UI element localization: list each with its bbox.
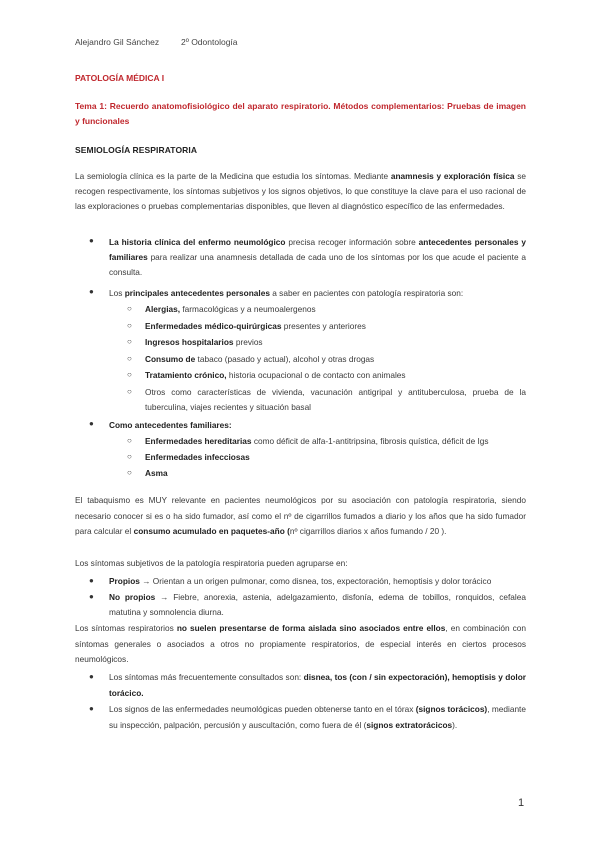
section-heading: SEMIOLOGÍA RESPIRATORIA <box>75 145 198 155</box>
list-item-historia: La historia clínica del enfermo neumológico precisa recoger información sobre antecedentes personales y familiares para realizar una anamnesis detallada de cada uno de los síntomas por los que acude el paciente a consulta. <box>109 237 526 277</box>
header-course: 2º Odontología <box>181 37 238 47</box>
sub-bullet-icon: ○ <box>127 468 132 477</box>
sub-bullet-icon: ○ <box>127 337 132 346</box>
sub-bullet-icon: ○ <box>127 387 132 396</box>
list-item-no-propios: No propios → Fiebre, anorexia, astenia, adelgazamiento, disfonía, edema de tobillos, ronquidos, cefalea matutina y somnolencia diurna. <box>109 592 526 617</box>
sub-item: Enfermedades hereditarias como déficit de alfa-1-antitripsina, fibrosis quística, déficit de Igs <box>145 436 489 446</box>
intro-paragraph: La semiología clínica es la parte de la Medicina que estudia los síntomas. Mediante anamnesis y exploración física se recogen respectivamente, los síntomas subjetivos y los signos objetivos, lo que constituye la clave para el uso racional de las exploraciones o pruebas complementarias disponibles, que lleven al diagnóstico específico de las enfermedades. <box>75 171 526 211</box>
sub-item: Tratamiento crónico, historia ocupacional o de contacto con animales <box>145 370 406 380</box>
sub-bullet-icon: ○ <box>127 321 132 330</box>
bullet-icon: ● <box>89 287 94 296</box>
document-title: PATOLOGÍA MÉDICA I <box>75 73 165 83</box>
sub-bullet-icon: ○ <box>127 436 132 445</box>
tabaco-paragraph: El tabaquismo es MUY relevante en pacientes neumológicos por su asociación con patología respiratoria, siendo necesario conocer si es o ha sido fumador, así como el nº de cigarrillos fumados a diario y los años que ha sido fumador para calcular el consumo acumulado en paquetes-año (nº cigarrillos diarios x años fumando / 20 ). <box>75 495 526 536</box>
bullet-icon: ● <box>89 704 94 713</box>
list-item-antecedentes-personales: Los principales antecedentes personales a saber en pacientes con patología respiratoria son: <box>109 288 464 298</box>
list-item-propios: Propios → Orientan a un origen pulmonar, como disnea, tos, expectoración, hemoptisis y dolor torácico <box>109 576 492 586</box>
bullet-icon: ● <box>89 592 94 601</box>
asociados-paragraph: Los síntomas respiratorios no suelen presentarse de forma aislada sino asociados entre ellos, en combinación con síntomas generales o asociados a otros no propiamente respiratorios, de especial interés en ciertos procesos neumológicos. <box>75 623 526 664</box>
document-subtitle: Tema 1: Recuerdo anatomofisiológico del aparato respiratorio. Métodos complementarios: Pruebas de imagen y funcionales <box>75 101 526 126</box>
sub-item: Consumo de tabaco (pasado y actual), alcohol y otras drogas <box>145 354 375 364</box>
sub-bullet-icon: ○ <box>127 452 132 461</box>
sub-item: Otros como características de vivienda, vacunación antigripal y antituberculosa, prueba de la tuberculina, viajes recientes y situación basal <box>145 387 526 412</box>
header-author: Alejandro Gil Sánchez <box>75 37 160 47</box>
sub-bullet-icon: ○ <box>127 354 132 363</box>
sub-item: Ingresos hospitalarios previos <box>145 337 263 347</box>
sub-bullet-icon: ○ <box>127 304 132 313</box>
sub-item: Enfermedades médico-quirúrgicas presentes y anteriores <box>145 321 366 331</box>
list-item-antecedentes-familiares: Como antecedentes familiares: <box>109 420 232 430</box>
sub-item: Enfermedades infecciosas <box>145 452 250 462</box>
bullet-icon: ● <box>89 672 94 681</box>
bullet-icon: ● <box>89 576 94 585</box>
list-item-frecuentes: Los síntomas más frecuentemente consultados son: disnea, tos (con / sin expectoración), hemoptisis y dolor torácico. <box>109 672 526 698</box>
page-number: 1 <box>518 797 525 809</box>
sub-item: Alergias, farmacológicas y a neumoalergenos <box>145 304 316 314</box>
sintomas-intro: Los síntomas subjetivos de la patología respiratoria pueden agruparse en: <box>75 558 348 568</box>
sub-bullet-icon: ○ <box>127 370 132 379</box>
sub-item: Asma <box>145 468 168 478</box>
bullet-icon: ● <box>89 419 94 428</box>
list-item-signos: Los signos de las enfermedades neumológicas pueden obtenerse tanto en el tórax (signos torácicos), mediante su inspección, palpación, percusión y auscultación, como fuera de él (signos extratorácicos). <box>109 704 526 730</box>
bullet-icon: ● <box>89 236 94 245</box>
